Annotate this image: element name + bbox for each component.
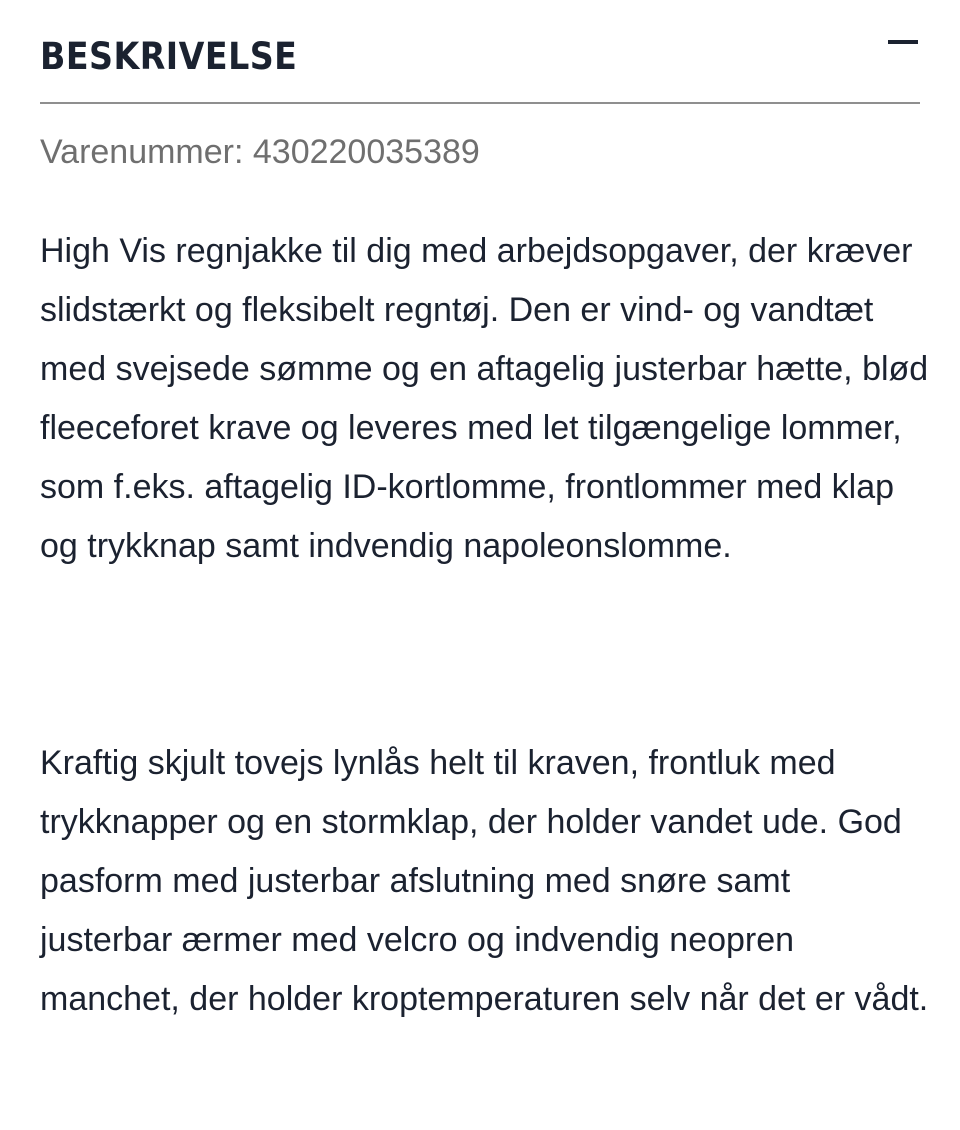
collapse-button[interactable] [884,28,920,52]
minus-icon [888,40,918,44]
description-section [40,0,929,1018]
section-title: BESKRIVELSE [40,35,298,78]
description-header[interactable] [40,0,920,104]
description-paragraph-1: High Vis regnjakke til dig med arbejdsopgaver, der kræver slidstærkt og fleksibelt regntøj. Den er vind- og vandtæt med svejsede sømme og en aftagelig justerbar hætte, blød fleeceforet krave og leveres med let tilgængelige lommer, som f.eks. aftagelig ID-kortlomme, frontlommer med klap og trykknap samt indvendig napoleonslomme. [40,232,929,565]
description-paragraph-2: Kraftig skjult tovejs lynlås helt til kraven, frontluk med trykknapper og en stormklap, der holder vandet ude. God pasform med justerbar afslutning med snøre samt justerbar ærmer med velcro og indvendig neopren manchet, der holder kroptemperaturen selv når det er vådt. [40,744,929,1018]
sku-number: Varenummer: 430220035389 [40,133,480,171]
